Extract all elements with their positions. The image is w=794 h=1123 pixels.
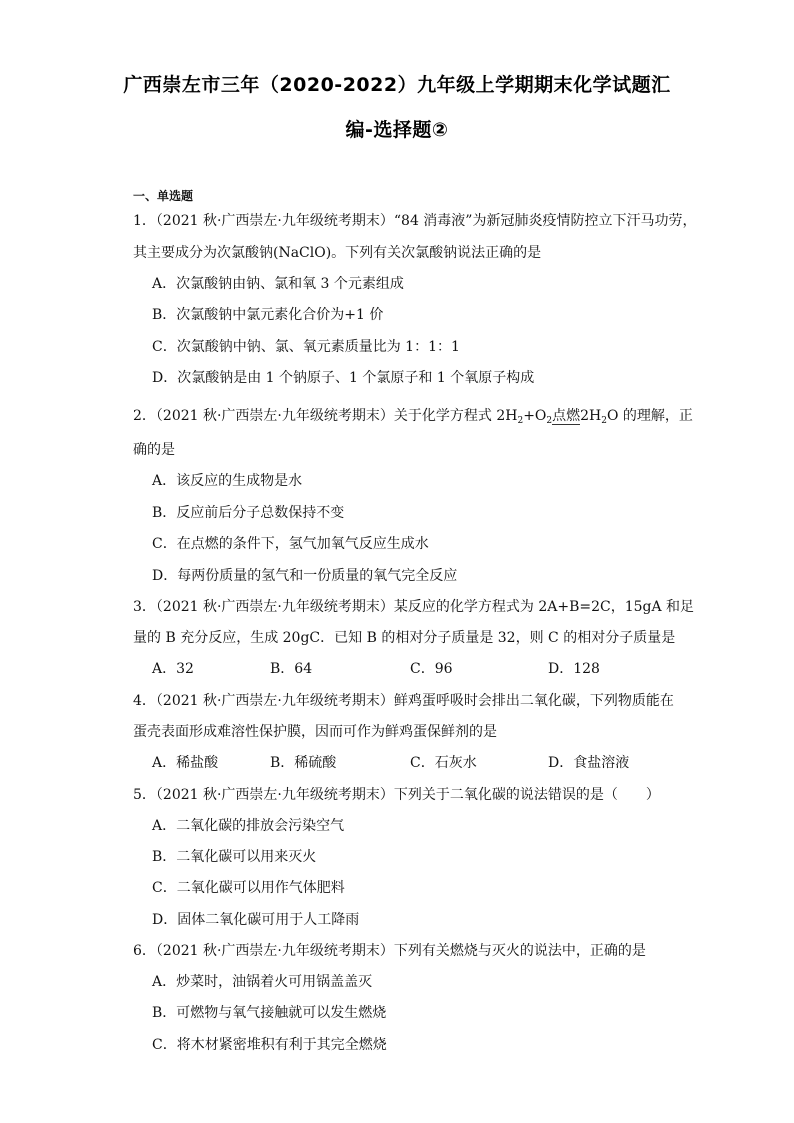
question-2-stem-line2: 确的是 (133, 442, 175, 458)
question-4-stem-line1: 4．（2021 秋·广西崇左·九年级统考期末）鲜鸡蛋呼吸时会排出二氧化碳，下列物质能在 (133, 693, 674, 709)
question-3-option-d: D．128 (548, 661, 600, 677)
question-5-stem-line1: 5．（2021 秋·广西崇左·九年级统考期末）下列关于二氧化碳的说法错误的是（ ） (133, 787, 660, 803)
question-3-option-b: B．64 (270, 661, 313, 677)
question-1-option-b: B．次氯酸钠中氯元素化合价为+1 价 (152, 307, 384, 323)
document-title-line1: 广西崇左市三年（2020-2022）九年级上学期期末化学试题汇 (123, 74, 671, 96)
question-1-option-c: C．次氯酸钠中钠、氯、氧元素质量比为 1：1：1 (152, 339, 460, 355)
reaction-condition: 点燃 (552, 408, 581, 424)
question-3-option-a: A．32 (152, 661, 194, 677)
equation-product: 2H (580, 408, 602, 424)
question-4-option-b: B．稀硫酸 (270, 755, 337, 771)
question-6-option-c: C．将木材紧密堆积有利于其完全燃烧 (152, 1037, 387, 1053)
question-2-stem-line1 (133, 407, 693, 430)
question-5-option-c: C．二氧化碳可以用作气体肥料 (152, 880, 345, 896)
question-2-option-d: D．每两份质量的氢气和一份质量的氧气完全反应 (152, 568, 458, 584)
question-2-option-b: B．反应前后分子总数保持不变 (152, 505, 345, 521)
question-4-stem-line2: 蛋壳表面形成难溶性保护膜，因而可作为鲜鸡蛋保鲜剂的是 (133, 724, 497, 740)
question-5-option-a: A．二氧化碳的排放会污染空气 (152, 818, 345, 834)
question-6-option-b: B．可燃物与氧气接触就可以发生燃烧 (152, 1005, 387, 1021)
question-2-option-a: A．该反应的生成物是水 (152, 473, 303, 489)
question-3-option-c: C．96 (410, 661, 453, 677)
question-6-option-a: A．炒菜时，油锅着火可用锅盖盖灭 (152, 974, 373, 990)
document-title-line2: 编-选择题② (345, 119, 449, 141)
question-3-stem-line1: 3．（2021 秋·广西崇左·九年级统考期末）某反应的化学方程式为 2A+B=2C，15gA 和足 (133, 599, 695, 615)
question-2-option-c: C．在点燃的条件下，氢气加氧气反应生成水 (152, 536, 429, 552)
subscript: 2 (546, 416, 553, 426)
question-1-option-a: A．次氯酸钠由钠、氯和氧 3 个元素组成 (152, 276, 404, 292)
question-4-option-d: D．食盐溶液 (548, 755, 630, 771)
equation-prefix: 2．（2021 秋·广西崇左·九年级统考期末）关于化学方程式 2H (133, 408, 518, 424)
equation-suffix: O 的理解，正 (607, 408, 693, 424)
question-4-option-c: C．石灰水 (410, 755, 477, 771)
question-1-stem-line1: 1．（2021 秋·广西崇左·九年级统考期末）“84 消毒液”为新冠肺炎疫情防控立下汗马功劳， (133, 213, 697, 229)
equation-reactant: +O (523, 408, 547, 424)
question-1-option-d: D．次氯酸钠是由 1 个钠原子、1 个氯原子和 1 个氧原子构成 (152, 370, 535, 386)
question-1-stem-line2: 其主要成分为次氯酸钠(NaClO)。下列有关次氯酸钠说法正确的是 (133, 245, 542, 261)
subscript: 2 (517, 416, 524, 426)
question-5-option-d: D．固体二氧化碳可用于人工降雨 (152, 912, 360, 928)
question-5-option-b: B．二氧化碳可以用来灭火 (152, 849, 317, 865)
subscript: 2 (601, 416, 607, 426)
section-heading: 一、单选题 (133, 189, 194, 203)
question-3-stem-line2: 量的 B 充分反应，生成 20gC．已知 B 的相对分子质量是 32，则 C 的相对分子质量是 (133, 630, 676, 646)
question-4-option-a: A．稀盐酸 (152, 755, 219, 771)
question-6-stem-line1: 6．（2021 秋·广西崇左·九年级统考期末）下列有关燃烧与灭火的说法中，正确的是 (133, 943, 646, 959)
